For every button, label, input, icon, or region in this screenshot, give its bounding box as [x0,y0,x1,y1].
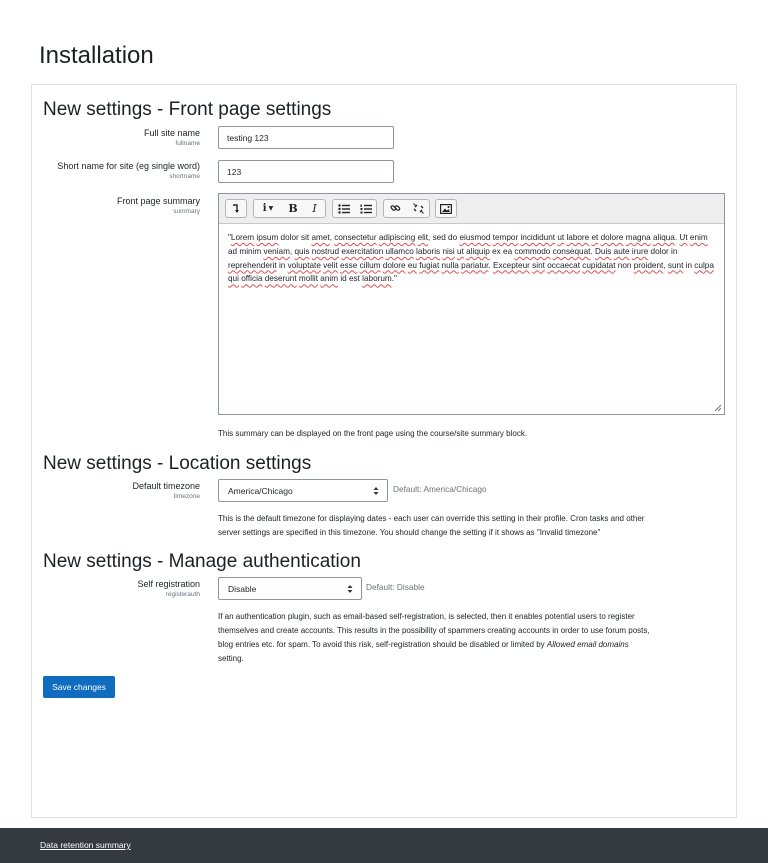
editor-text: amet [311,233,330,242]
registerauth-description-line: If an authentication plugin, such as email-based self-registration, is selected, then it enables potential users to register [218,612,635,621]
select-caret-icon [347,584,353,594]
collapse-icon[interactable] [226,200,246,217]
registerauth-label-block [20,579,200,599]
editor-text: et [591,233,599,242]
bold-icon[interactable]: B [288,202,298,215]
editor-text: aliqua [653,233,675,242]
editor-text: exercitation [341,246,384,256]
timezone-label-block [20,481,200,501]
allowed-email-domains-text: Allowed email domains [546,640,629,649]
editor-text: cillum [359,260,381,270]
registerauth-description-text: blog entries etc. for spam. To avoid this risk, self-registration should be disabled or limited by [218,640,547,649]
editor-text: qui [228,274,239,284]
editor-text: id est [338,274,363,284]
editor-text: in [276,260,288,270]
italic-icon[interactable]: I [312,202,317,215]
editor-text: . [590,246,595,256]
toolbar-group-lists [332,199,377,218]
section-heading-front-page: New settings - Front page settings [43,99,332,120]
editor-text: sunt [667,260,684,270]
editor-text: fugiat [419,260,440,270]
save-changes-button[interactable]: Save changes [43,676,115,698]
toolbar-group-format [253,199,326,218]
editor-text: commodo [514,246,551,256]
fullname-input[interactable] [218,126,394,149]
editor-text: Duis [595,246,612,256]
editor-text: ullamco [385,246,414,256]
data-retention-summary-link[interactable]: Data retention summary [40,840,131,850]
editor-text: ipsum [256,233,279,242]
editor-text: . [488,260,494,270]
editor-text: irure [631,246,649,256]
editor-text: mollit [298,274,319,284]
summary-key: summary [173,208,200,215]
editor-text: eu [407,260,417,270]
editor-text: consequat [552,246,591,256]
timezone-default: Default: America/Chicago [393,484,487,494]
toolbar-group-links [383,199,430,218]
timezone-label: Default timezone [132,481,200,491]
editor-text: nostrud [311,246,340,256]
editor-text: nisi [442,246,455,256]
editor-text: consectetur [334,233,377,242]
toolbar-group-media [435,199,457,218]
unlink-icon[interactable] [407,200,429,217]
editor-text: anim [320,274,339,284]
editor-text: , [329,233,335,242]
editor-text: aliquip [466,246,490,256]
editor-text: ut [557,233,565,242]
editor-text: . [674,233,680,242]
editor-text: , [289,246,295,256]
registerauth-description-line [218,638,650,652]
editor-text: sint [532,260,545,270]
editor-text: quis [294,246,310,256]
timezone-selected-value: America/Chicago [228,485,293,496]
info-glyph: i [262,203,267,214]
editor-text: magna [625,233,651,242]
editor-text: enim [689,233,708,242]
editor-text: ex ea [489,246,515,256]
editor-text: eiusmod [459,233,491,242]
editor-text: dolor in [648,246,678,256]
page-title: Installation [39,42,154,69]
editor-text: ad minim [228,246,264,256]
editor-text: ." [391,274,397,284]
summary-label-block [20,196,200,216]
registerauth-selected-value: Disable [228,583,257,594]
timezone-description-line: This is the default timezone for displaying dates - each user can override this setting in their profile. Cron tasks and other [218,514,645,523]
editor-text: dolore [600,233,624,242]
editor-text: cupidatat [582,260,616,270]
timezone-select[interactable] [218,479,388,502]
editor-text: dolore [382,260,406,270]
editor-text: aute [613,246,630,256]
bullet-list-icon[interactable] [333,200,355,217]
editor-text: adipiscing [378,233,416,242]
summary-description: This summary can be displayed on the front page using the course/site summary block. [218,429,528,438]
shortname-input[interactable] [218,160,394,183]
registerauth-default: Default: Disable [366,582,425,592]
registerauth-description [218,610,650,666]
editor-text: culpa [694,260,714,270]
editor-text: esse [340,260,358,270]
registerauth-description-line: setting. [218,654,244,663]
editor-text: officia [241,274,263,284]
fullname-key: fullname [175,140,200,147]
editor-content[interactable] [228,231,714,286]
editor-text: tempor [492,233,519,242]
editor-text: Lorem [230,233,255,242]
info-dropdown-icon[interactable] [254,200,282,217]
editor-text: , sed do [428,233,460,242]
shortname-key: shortname [169,173,200,180]
editor-text: Excepteur [493,260,530,270]
summary-editor [218,193,725,415]
timezone-description [218,512,644,540]
editor-text: , [663,260,668,270]
toolbar-group-collapse [225,199,247,218]
page-footer [0,828,768,863]
editor-text: labore [566,233,590,242]
section-heading-location: New settings - Location settings [43,453,312,474]
section-heading-auth: New settings - Manage authentication [43,551,361,572]
shortname-label-block [20,161,200,181]
editor-text: veniam [263,246,290,256]
numbered-list-icon[interactable] [355,200,376,217]
editor-text: velit [323,260,338,270]
registerauth-key: registerauth [165,591,200,598]
fullname-label-block [20,128,200,148]
editor-text: proident [633,260,664,270]
registerauth-select[interactable] [218,577,362,600]
editor-text: laboris [416,246,441,256]
registerauth-label: Self registration [137,579,200,589]
editor-text: nulla [441,260,459,270]
editor-toolbar [219,194,724,224]
shortname-label: Short name for site (eg single word) [57,161,200,171]
summary-label: Front page summary [116,196,200,206]
editor-text: dolor sit [278,233,312,242]
fullname-label: Full site name [143,128,200,138]
editor-text: deserunt [264,274,297,284]
editor-text: reprehenderit [228,260,277,270]
editor-text: voluptate [287,260,321,270]
editor-text: laborum [362,274,392,284]
editor-text: non [615,260,634,270]
image-icon[interactable] [436,200,456,217]
editor-text: incididunt [520,233,556,242]
link-icon[interactable] [384,200,407,217]
select-caret-icon [373,486,379,496]
dropdown-caret-icon: ▼ [268,205,274,212]
editor-text: " [228,233,231,242]
editor-text: Ut [679,233,688,242]
resize-handle-icon[interactable] [714,404,722,412]
editor-text: elit [417,233,429,242]
timezone-description-line: server settings are specified in this timezone. You should change the setting if it shows as "Invalid timezone" [218,528,601,537]
editor-text: pariatur [461,260,489,270]
editor-text: ut [457,246,464,256]
timezone-key: timezone [173,493,200,500]
registerauth-description-line: themselves and create accounts. This results in the possibility of spammers creating accounts in order to use forum posts, [218,626,650,635]
editor-text: in [683,260,695,270]
editor-text: occaecat [547,260,580,270]
